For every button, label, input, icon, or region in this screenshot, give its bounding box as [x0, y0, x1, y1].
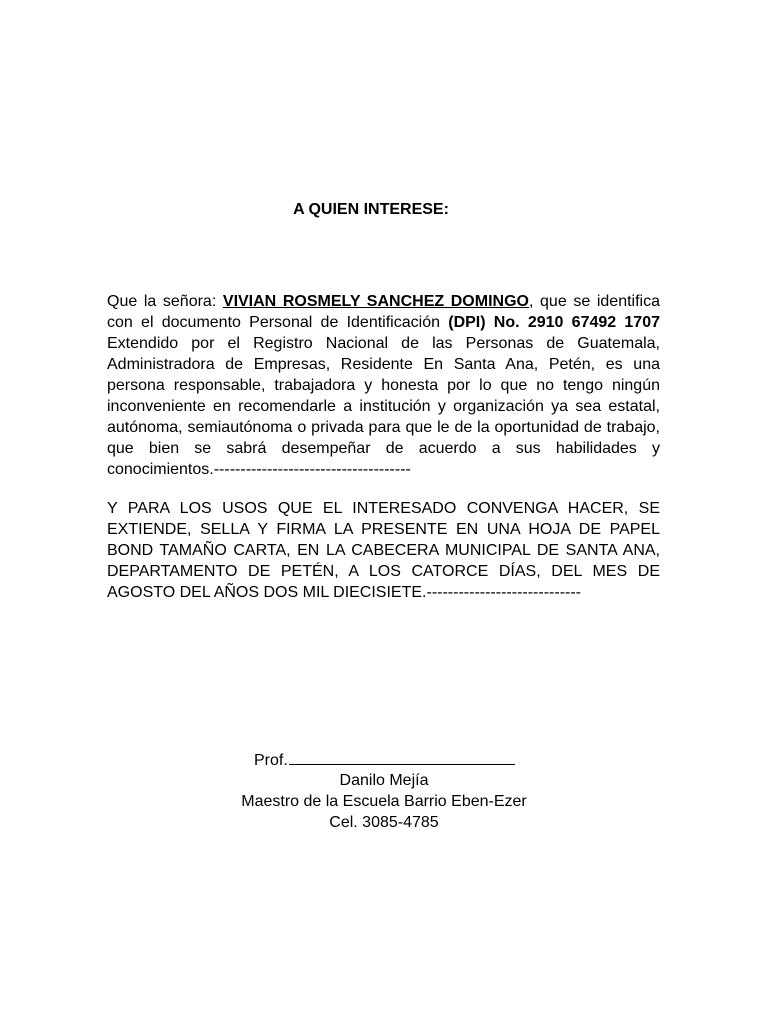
signer-title: Maestro de la Escuela Barrio Eben-Ezer — [241, 793, 527, 810]
issuance-text: Y PARA LOS USOS QUE EL INTERESADO CONVENGA HACER, SE EXTIENDE, SELLA Y FIRMA LA PRESENTE EN UNA HOJA DE PAPEL BOND TAMAÑO CARTA, EN LA CABECERA MUNICIPAL DE SANTA ANA, DEPARTAMENTO DE PETÉN, A LOS CATORCE DÍAS, DEL MES DE AGOSTO DEL AÑOS DOS MIL DIECISIETE. — [107, 500, 660, 601]
signer-phone: Cel. 3085-4785 — [329, 814, 439, 831]
recommendation-body: Extendido por el Registro Nacional de las Personas de Guatemala, Administradora de Empresas, Residente En Santa Ana, Petén, es una persona responsable, trabajadora y honesta por lo que no tengo ningún inconveniente en recomendarle a institución y organización ya sea estatal, autónoma, semiautónoma o privada para que le de la oportunidad de trabajo, que bien se sabrá desempeñar de acuerdo a sus habilidades y conocimientos. — [107, 335, 660, 478]
recommended-person-name: VIVIAN ROSMELY SANCHEZ DOMINGO — [222, 293, 529, 310]
dpi-number: (DPI) No. 2910 67492 1707 — [448, 314, 661, 331]
paragraph2-dashes: ----------------------------- — [426, 584, 581, 601]
paragraph1-dashes: ------------------------------------- — [213, 461, 411, 478]
signature-prefix: Prof. — [254, 752, 288, 769]
signature-line — [254, 749, 515, 771]
recommendation-paragraph — [107, 291, 660, 480]
signer-name: Danilo Mejía — [339, 772, 429, 789]
signature-blank-line — [289, 749, 515, 765]
intro-text: Que la señora: — [107, 293, 223, 310]
identification-text: , que se identifica con el documento Personal de Identificación — [107, 293, 660, 331]
letter-heading: A QUIEN INTERESE: — [293, 201, 449, 218]
issuance-paragraph — [107, 498, 660, 603]
